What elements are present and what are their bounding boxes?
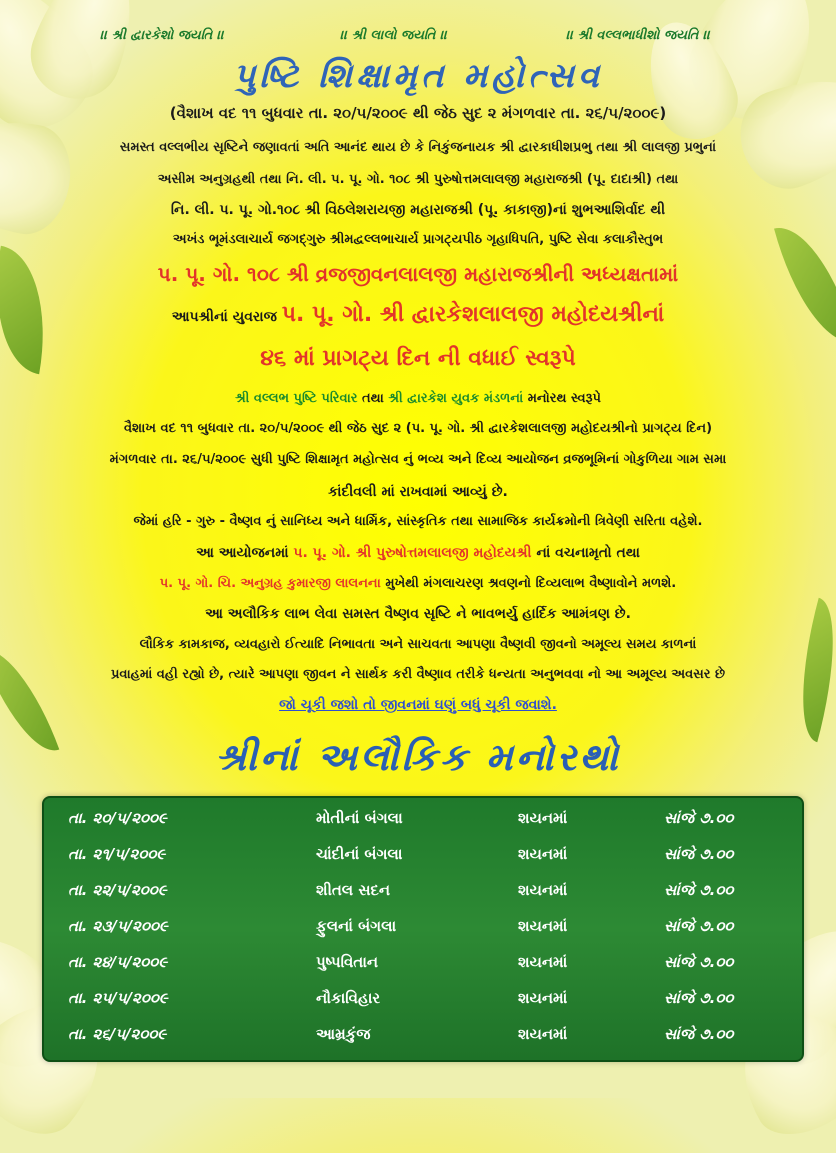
manorath-heading: શ્રીનાં અલૌકિક મનોરથો [215, 735, 621, 779]
schedule-event: શયનમાં [518, 881, 568, 899]
blessing-left: ।। શ્રી દ્વારકેશો જયતિ ।। [100, 28, 224, 43]
birthday-line: ૪૬ માં પ્રાગટ્ય દિન ની વધાઈ સ્વરૂપે [260, 346, 576, 371]
page-title: પુષ્ટિ શિક્ષામૃત મહોત્સવ [233, 56, 603, 96]
schedule-time: સાંજે ૭.૦૦ [664, 917, 734, 935]
schedule-date: તા. ૨૧/૫/૨૦૦૯ [68, 845, 166, 863]
schedule-name: નૌકાવિહાર [316, 989, 381, 1007]
closing-message: જો ચૂકી જશો તો જીવનમાં ઘણું બધું ચૂકી જવાશે. [279, 697, 557, 713]
schedule-name: શીતલ સદન [316, 881, 391, 899]
blessing-right: ।। શ્રી વલ્લભાધીશો જયતિ ।। [566, 28, 710, 43]
body-line-10: મંગળવાર તા. ૨૬/૫/૨૦૦૯ સુધી પુષ્ટિ શિક્ષામૃત મહોત્સવ નું ભવ્ય અને દિવ્ય આયોજન વ્રજભૂમિનાં ગોકુળિયા ગામ સમા [109, 452, 727, 467]
schedule-date: તા. ૨૫/૫/૨૦૦૯ [68, 989, 168, 1007]
line13-prefix: આ આયોજનમાં [196, 545, 294, 561]
body-line-16: લૌકિક કામકાજ, વ્યવહારો ઈત્યાદિ નિભાવતા અને સાચવતા આપણા વૈષ્ણવી જીવનો અમૂલ્ય સમય કાળનાં [139, 637, 697, 652]
body-line-4: અખંડ ભૂમંડલાચાર્ય જગદ્ગુરુ શ્રીમદ્વલ્લભાચાર્ય પ્રાગટ્યપીઠ ગૃહાધિપતિ, પુષ્ટિ સેવા કલાકૌસ્તુભ [172, 232, 664, 247]
organizer-mandal: શ્રી દ્વારકેશ યુવક મંડળનાં [388, 391, 524, 406]
header-blessings [0, 28, 836, 48]
line14-suffix: મુખેથી મંગલાચરણ શ્રવણનો દિવ્યલાભ વૈષ્ણાવોને મળશે. [380, 576, 677, 591]
yuvraj-line [0, 302, 836, 327]
schedule-time: સાંજે ૭.૦૦ [664, 809, 734, 827]
schedule-name: ચાંદીનાં બંગલા [316, 845, 403, 863]
yuvraj-name: પ. પૂ. ગો. શ્રી દ્વારકેશલાલજી મહોદયશ્રીનાં [281, 302, 665, 327]
schedule-panel [42, 796, 804, 1062]
body-line-15: આ અલૌકિક લાભ લેવા સમસ્ત વૈષ્ણવ સૃષ્ટિ ને ભાવભર્યુ હાર્દિક આમંત્રણ છે. [205, 606, 631, 622]
schedule-date: તા. ૨૩/૫/૨૦૦૯ [68, 917, 168, 935]
blessing-center: ।। શ્રી લાલો જયતિ ।। [340, 28, 447, 43]
schedule-event: શયનમાં [518, 953, 568, 971]
schedule-name: પુષ્પવિતાન [316, 953, 379, 971]
schedule-event: શયનમાં [518, 809, 568, 827]
schedule-name: આમ્રકુંજ [316, 1025, 371, 1043]
schedule-row [44, 911, 802, 941]
body-line-1: સમસ્ત વલ્લભીય સૃષ્ટિને જણાવતાં અતિ આનંદ થાય છે કે નિકુંજનાયક શ્રી દ્વારકાધીશપ્રભુ તથા શ્રી લાલજી પ્રભુનાં [119, 140, 717, 155]
schedule-time: સાંજે ૭.૦૦ [664, 881, 734, 899]
organizers-line [0, 391, 836, 406]
yuvraj-prefix: આપશ્રીનાં યુવરાજ [171, 309, 282, 325]
body-line-9: વૈશાખ વદ ૧૧ બુધવાર તા. ૨૦/૫/૨૦૦૯ થી જેઠ સુદ ૨ (પ. પૂ. ગો. શ્રી દ્વારકેશલાલજી મહોદયશ્રીનો પ્રાગટ્ય દિન) [123, 421, 713, 436]
schedule-event: શયનમાં [518, 845, 568, 863]
organizer-suffix: મનોરથ સ્વરૂપે [523, 391, 601, 406]
schedule-date: તા. ૨૬/૫/૨૦૦૯ [68, 1025, 167, 1043]
schedule-row [44, 1019, 802, 1049]
line13-name: પ. પૂ. ગો. શ્રી પુરુષોત્તમલાલજી મહોદયશ્રી [293, 545, 532, 561]
body-line-14 [0, 576, 836, 591]
body-line-13 [0, 545, 836, 561]
presidency-line: પ. પૂ. ગો. ૧૦૮ શ્રી વ્રજજીવનલાલજી મહારાજશ્રીની અધ્યક્ષતામાં [157, 262, 679, 286]
schedule-date: તા. ૨૪/૫/૨૦૦૯ [68, 953, 168, 971]
body-line-17: પ્રવાહમાં વહી રહ્યો છે, ત્યારે આપણા જીવન ને સાર્થક કરી વૈષ્ણાવ તરીકે ધન્યતા અનુભવવા નો આ અમૂલ્ય અવસર છે [110, 667, 726, 682]
schedule-row [44, 947, 802, 977]
schedule-time: સાંજે ૭.૦૦ [664, 989, 734, 1007]
organizer-and: તથા [357, 391, 389, 406]
closing-line [0, 697, 836, 713]
schedule-date: તા. ૨૦/૫/૨૦૦૯ [68, 809, 167, 827]
schedule-name: મોતીનાં બંગલા [316, 809, 403, 827]
schedule-row [44, 839, 802, 869]
schedule-time: સાંજે ૭.૦૦ [664, 845, 734, 863]
line13-suffix: નાં વચનામૃતો તથા [531, 545, 640, 561]
body-line-2: અસીમ અનુગ્રહથી તથા નિ. લી. પ. પૂ. ગો. ૧૦૮ શ્રી પુરુષોત્તમલાલજી મહારાજશ્રી (પૂ. દાદાશ્રી) તથા [157, 172, 679, 187]
body-line-12: જેમાં હરિ - ગુરુ - વૈષ્ણવ નું સાનિધ્ય અને ધાર્મિક, સાંસ્કૃતિક તથા સામાજિક કાર્યક્રમોની ત્રિવેણી સરિતા વહેશે. [133, 514, 703, 529]
schedule-row [44, 803, 802, 833]
schedule-name: ફુલનાં બંગલા [316, 917, 397, 935]
schedule-event: શયનમાં [518, 989, 568, 1007]
schedule-row [44, 983, 802, 1013]
body-line-3: નિ. લી. પ. પૂ. ગો.૧૦૮ શ્રી વિઠલેશરાયજી મહારાજશ્રી (પૂ. કાકાજી)નાં શુભઆશિર્વાદ થી [170, 202, 666, 218]
schedule-time: સાંજે ૭.૦૦ [664, 1025, 734, 1043]
schedule-date: તા. ૨૨/૫/૨૦૦૯ [68, 881, 167, 899]
line14-name: પ. પૂ. ગો. ચિ. અનુગ્રહ કુમારજી લાલનના [159, 576, 381, 591]
organizer-parivar: શ્રી વલ્લભ પુષ્ટિ પરિવાર [235, 391, 358, 406]
schedule-event: શયનમાં [518, 917, 568, 935]
body-line-11: કાંદીવલી માં રાખવામાં આવ્યું છે. [328, 484, 508, 500]
festival-dates: (વૈશાખ વદ ૧૧ બુધવાર તા. ૨૦/૫/૨૦૦૯ થી જેઠ સુદ ૨ મંગળવાર તા. ૨૬/૫/૨૦૦૯) [169, 104, 667, 122]
schedule-row [44, 875, 802, 905]
schedule-event: શયનમાં [518, 1025, 568, 1043]
schedule-time: સાંજે ૭.૦૦ [664, 953, 734, 971]
